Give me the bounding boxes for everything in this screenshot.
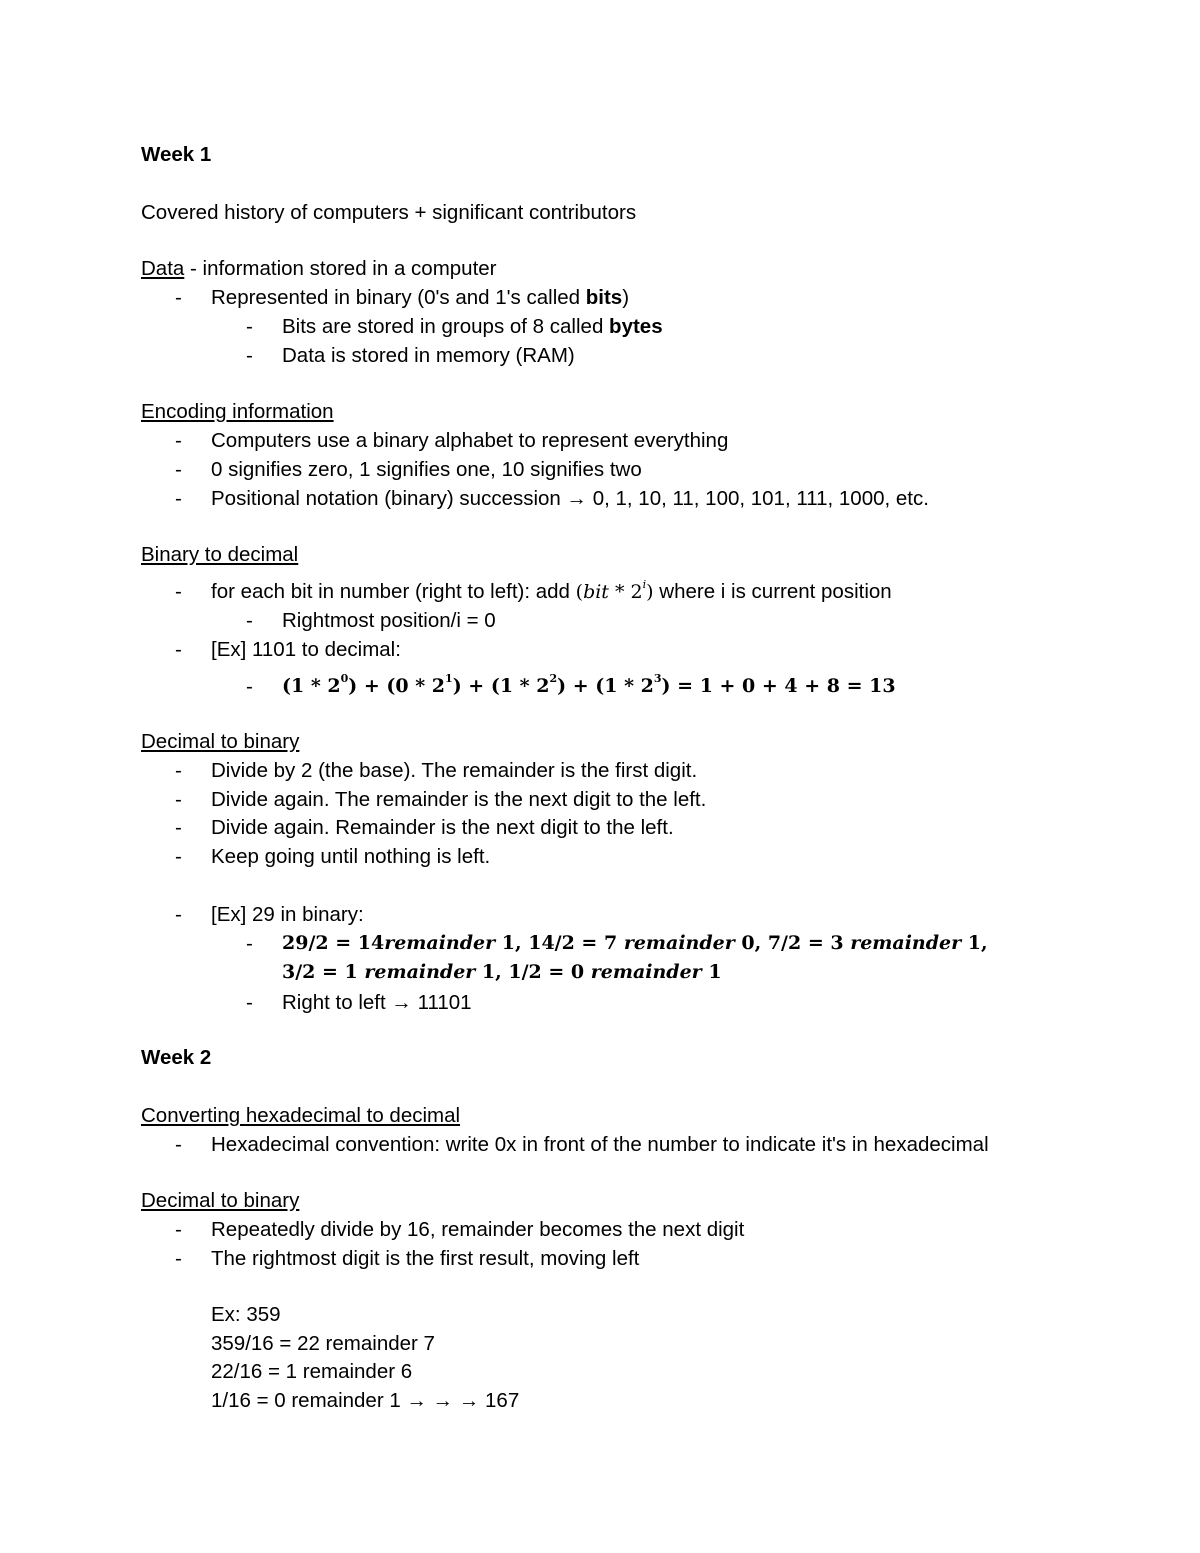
list-item: [282, 317, 663, 338]
bullet-dash: -: [175, 286, 182, 309]
encoding-heading: Encoding information: [141, 400, 334, 423]
list-item-text: where i is current position: [653, 580, 892, 603]
list-item: [Ex] 1101 to decimal:: [211, 638, 401, 661]
example-line: 1/16 = 0 remainder 1 → → → 167: [211, 1389, 520, 1412]
bullet-dash: -: [175, 1247, 182, 1270]
data-definition-text: - information stored in a computer: [184, 257, 497, 280]
calc-word: remainder: [590, 961, 702, 983]
formula-paren: ): [452, 675, 462, 697]
example-line: 359/16 = 22 remainder 7: [211, 1332, 435, 1355]
calc-remainder: 1,: [475, 961, 509, 983]
list-item: Divide again. Remainder is the next digit to the left.: [211, 816, 674, 839]
hex-to-decimal-heading: Converting hexadecimal to decimal: [141, 1104, 461, 1127]
bullet-dash: -: [175, 845, 182, 868]
formula-exponent: 2: [549, 672, 558, 685]
formula-paren: ): [557, 675, 567, 697]
bullet-dash: -: [246, 609, 253, 632]
calc-number: 7/2 = 3: [767, 932, 851, 954]
formula-result: = 1 + 0 + 4 + 8 = 13: [677, 675, 896, 697]
formula-bit: bit: [583, 581, 609, 603]
bullet-dash: -: [246, 344, 253, 367]
calc-remainder: 1,: [961, 932, 988, 954]
bullet-dash: -: [175, 788, 182, 811]
list-item: Computers use a binary alphabet to represent everything: [211, 429, 729, 452]
bits-term: bits: [585, 286, 623, 309]
bytes-term: bytes: [609, 315, 663, 338]
bullet-dash: -: [175, 1133, 182, 1156]
list-item: 0 signifies zero, 1 signifies one, 10 signifies two: [211, 458, 642, 481]
week-1-heading: Week 1: [141, 143, 212, 166]
calc-remainder: 1: [701, 961, 722, 983]
formula-paren: ): [646, 581, 654, 603]
calc-number: 14/2 = 7: [528, 932, 624, 954]
formula-times: * 2: [608, 581, 643, 603]
formula-paren: ): [661, 675, 671, 697]
bullet-dash: -: [175, 816, 182, 839]
bullet-dash: -: [246, 991, 253, 1014]
formula-exponent: i: [642, 578, 647, 591]
list-item: Repeatedly divide by 16, remainder becomes the next digit: [211, 1218, 745, 1241]
list-item: [211, 288, 629, 309]
bullet-dash: -: [175, 638, 182, 661]
list-item: Divide by 2 (the base). The remainder is the first digit.: [211, 759, 698, 782]
list-item: Keep going until nothing is left.: [211, 845, 491, 868]
formula-exponent: 1: [445, 672, 453, 685]
calc-word: remainder: [623, 932, 735, 954]
list-item-text: Bits are stored in groups of 8 called: [282, 315, 610, 338]
data-term: Data: [141, 257, 185, 280]
bullet-dash: -: [246, 932, 253, 955]
formula-term: (1 * 2: [595, 675, 654, 697]
bit-formula: [575, 578, 654, 603]
division-calc-line: [282, 963, 722, 982]
list-item: Data is stored in memory (RAM): [282, 344, 575, 367]
week-2-heading: Week 2: [141, 1046, 212, 1069]
list-item: Positional notation (binary) succession → 0, 1, 10, 11, 100, 101, 111, 1000, etc.: [211, 487, 929, 510]
binary-example-formula: $(1 * 2^0) + (0 * 2^1) + (1 * 2^2) + (1 * 2^3) = 1 + 0 + 4 + 8 = 13$: [282, 672, 896, 697]
calc-word: remainder: [384, 932, 496, 954]
list-item: [211, 578, 892, 603]
data-definition: [141, 259, 497, 280]
formula-term: (1 * 2: [490, 675, 550, 697]
list-item-text: for each bit in number (right to left): add: [211, 580, 576, 603]
calc-number: 29/2 = 14: [282, 932, 385, 954]
bullet-dash: -: [175, 759, 182, 782]
formula-paren: ): [348, 675, 358, 697]
calc-remainder: 1,: [495, 932, 529, 954]
list-item-text: Represented in binary (0's and 1's called: [211, 286, 586, 309]
bullet-dash: -: [175, 429, 182, 452]
division-calc-line: [282, 934, 988, 953]
bullet-dash: -: [246, 315, 253, 338]
calc-word: remainder: [850, 932, 962, 954]
calc-word: remainder: [364, 961, 476, 983]
bullet-dash: -: [246, 675, 253, 698]
list-item: Right to left → 11101: [282, 991, 472, 1014]
list-item-text: ): [622, 286, 630, 309]
bullet-dash: -: [175, 903, 182, 926]
decimal-to-binary-heading-2: Decimal to binary: [141, 1189, 300, 1212]
calc-number: 3/2 = 1: [282, 961, 365, 983]
formula-paren: (: [575, 581, 584, 603]
list-item: The rightmost digit is the first result, moving left: [211, 1247, 640, 1270]
bullet-dash: -: [175, 487, 182, 510]
formula-exponent: 0: [340, 672, 349, 685]
example-line: 22/16 = 1 remainder 6: [211, 1360, 413, 1383]
bullet-dash: -: [175, 580, 182, 603]
list-item: Divide again. The remainder is the next digit to the left.: [211, 788, 707, 811]
bullet-dash: -: [175, 458, 182, 481]
calc-remainder: 0,: [734, 932, 768, 954]
list-item: Hexadecimal convention: write 0x in front of the number to indicate it's in hexadecimal: [211, 1133, 989, 1156]
binary-to-decimal-heading: Binary to decimal: [141, 543, 299, 566]
formula-exponent: 3: [653, 672, 662, 685]
week-1-intro: Covered history of computers + significant contributors: [141, 201, 637, 224]
list-item: Rightmost position/i = 0: [282, 609, 496, 632]
bullet-dash: -: [175, 1218, 182, 1241]
formula-term: (1 * 2: [282, 675, 341, 697]
decimal-to-binary-heading: Decimal to binary: [141, 730, 300, 753]
list-item: [Ex] 29 in binary:: [211, 903, 364, 926]
formula-term: (0 * 2: [386, 675, 446, 697]
calc-number: 1/2 = 0: [508, 961, 591, 983]
example-line: Ex: 359: [211, 1303, 281, 1326]
